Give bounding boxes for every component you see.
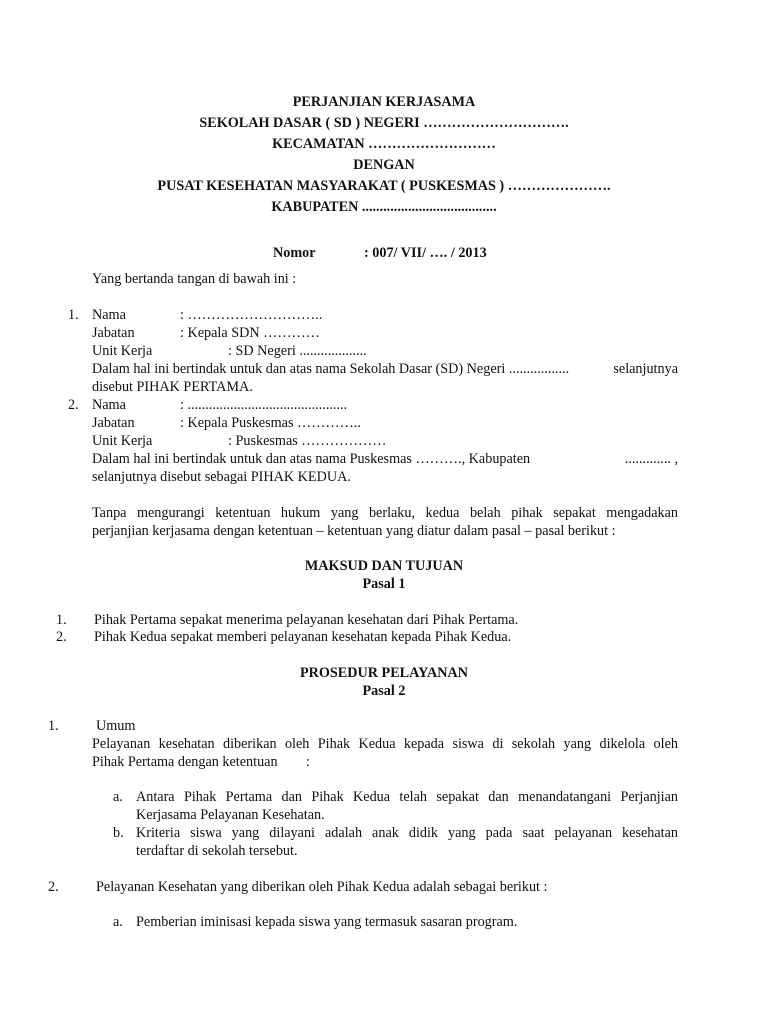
party2-number: 2. (68, 397, 79, 413)
title-line-2: SEKOLAH DASAR ( SD ) NEGERI …………………………. (199, 115, 569, 131)
section2-item-1-b-line-2: terdaftar di sekolah tersebut. (136, 843, 298, 859)
party2-jabatan-label: Jabatan (92, 415, 135, 431)
preamble-line-1: Tanpa mengurangi ketentuan hukum yang berlaku, kedua belah pihak sepakat mengadakan (92, 505, 678, 521)
party2-nama-label: Nama (92, 397, 126, 413)
section2-item-2-text: Pelayanan Kesehatan yang diberikan oleh Pihak Kedua adalah sebagai berikut : (96, 879, 548, 895)
section2-item-2-a-text: Pemberian iminisasi kepada siswa yang termasuk sasaran program. (136, 914, 518, 930)
section1-heading: MAKSUD DAN TUJUAN (304, 558, 464, 574)
party2-jabatan-value: : Kepala Puskesmas ………….. (180, 415, 361, 431)
party2-unit-label: Unit Kerja (92, 433, 153, 449)
section1-item-1-number: 1. (56, 612, 67, 628)
section1-item-2-number: 2. (56, 629, 67, 645)
section2-item-1-a-line-2: Kerjasama Pelayanan Kesehatan. (136, 807, 325, 823)
party1-nama-value: : ……………………….. (180, 307, 323, 323)
nomor-value: : 007/ VII/ …. / 2013 (364, 245, 487, 261)
section2-item-1-a-line-1: Antara Pihak Pertama dan Pihak Kedua telah sepakat dan menandatangani Perjanjian (136, 789, 678, 805)
section2-item-2-number: 2. (48, 879, 59, 895)
section2-item-1-b-label: b. (113, 825, 124, 841)
party1-nama-label: Nama (92, 307, 126, 323)
section2-item-1-number: 1. (48, 718, 59, 734)
title-line-1: PERJANJIAN KERJASAMA (292, 94, 476, 110)
party1-description-line-2: disebut PIHAK PERTAMA. (92, 379, 253, 395)
party1-description-part-a: Dalam hal ini bertindak untuk dan atas nama Sekolah Dasar (SD) Negeri ................. (92, 361, 570, 377)
party1-unit-label: Unit Kerja (92, 343, 153, 359)
title-line-5: PUSAT KESEHATAN MASYARAKAT ( PUSKESMAS ) …………………. (157, 178, 611, 194)
party2-nama-value: : ............................................. (180, 397, 348, 413)
section1-item-2-text: Pihak Kedua sepakat memberi pelayanan kesehatan kepada Pihak Kedua. (94, 629, 512, 645)
party1-unit-value: : SD Negeri ................... (228, 343, 367, 359)
title-line-6: KABUPATEN ...................................... (271, 199, 497, 215)
party1-jabatan-value: : Kepala SDN ………… (180, 325, 320, 341)
party2-description-line-1 (92, 450, 678, 468)
party2-unit-value: : Puskesmas ……………… (228, 433, 387, 449)
party1-jabatan-label: Jabatan (92, 325, 135, 341)
section2-item-1-title: Umum (96, 718, 136, 734)
party1-number: 1. (68, 307, 79, 323)
preamble-line-2: perjanjian kerjasama dengan ketentuan – ketentuan yang diatur dalam pasal – pasal berikut : (92, 523, 616, 539)
nomor-label: Nomor (273, 245, 316, 261)
section2-heading: PROSEDUR PELAYANAN (299, 665, 469, 681)
party2-description-part-b: ............. , (624, 451, 678, 467)
party2-description-part-a: Dalam hal ini bertindak untuk dan atas nama Puskesmas ………., Kabupaten (92, 451, 531, 467)
section1-pasal: Pasal 1 (362, 576, 406, 592)
title-line-3: KECAMATAN ……………………… (272, 136, 496, 152)
section2-item-1-line-1: Pelayanan kesehatan diberikan oleh Pihak Kedua kepada siswa di sekolah yang dikelola oleh (92, 736, 678, 752)
party2-description-line-2: selanjutnya disebut sebagai PIHAK KEDUA. (92, 469, 351, 485)
section2-item-1-line-2: Pihak Pertama dengan ketentuan : (92, 754, 310, 770)
title-line-4: DENGAN (353, 157, 415, 173)
intro-text: Yang bertanda tangan di bawah ini : (92, 271, 297, 287)
section2-item-2-a-label: a. (113, 914, 123, 930)
section1-item-1-text: Pihak Pertama sepakat menerima pelayanan kesehatan dari Pihak Pertama. (94, 612, 519, 628)
section2-item-1-a-label: a. (113, 789, 123, 805)
party1-description-line-1 (92, 360, 678, 378)
section2-item-1-b-line-1: Kriteria siswa yang dilayani adalah anak didik yang pada saat pelayanan kesehatan (136, 825, 678, 841)
party1-description-part-b: selanjutnya (613, 361, 678, 377)
section2-pasal: Pasal 2 (362, 683, 406, 699)
